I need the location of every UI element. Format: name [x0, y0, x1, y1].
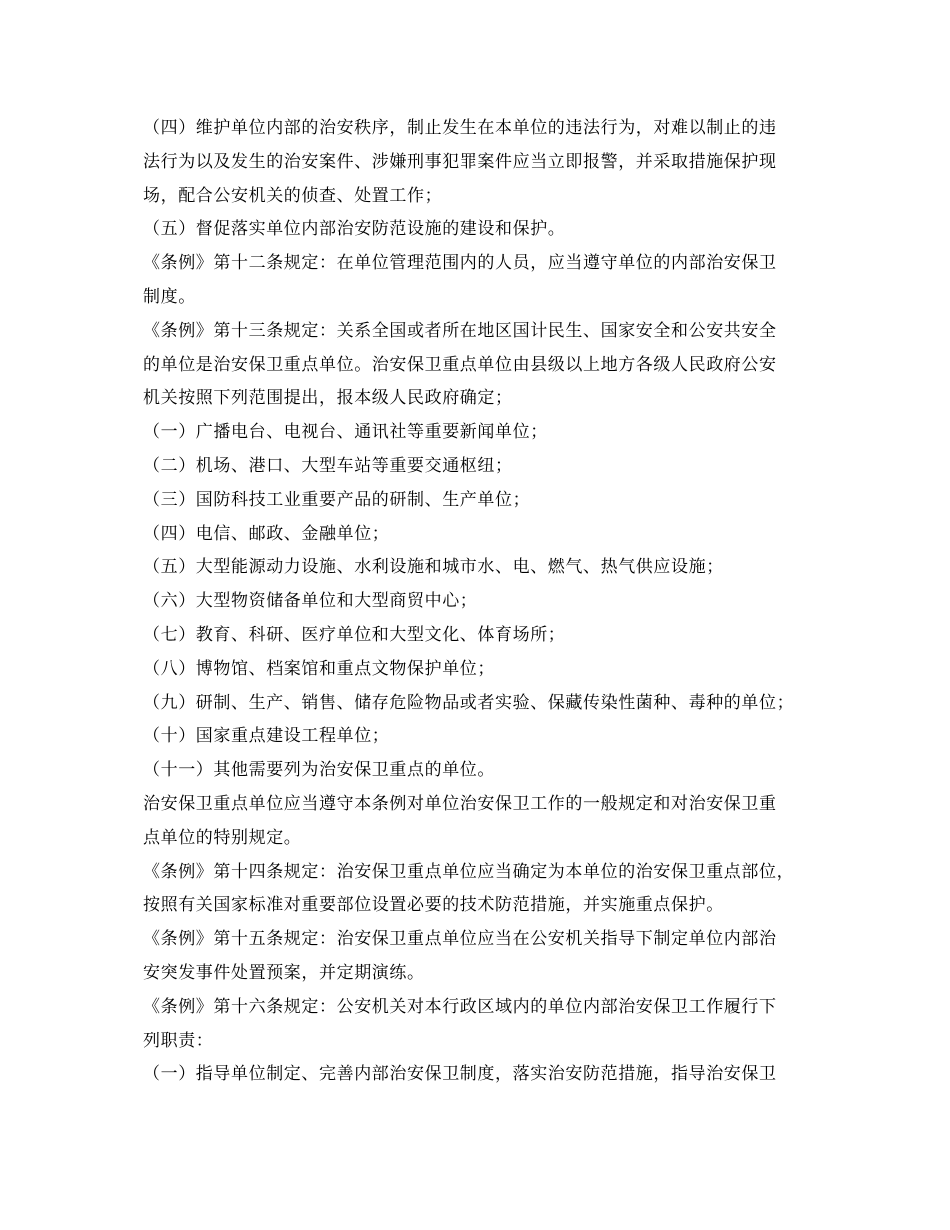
text-line: （一）指导单位制定、完善内部治安保卫制度，落实治安防范措施，指导治安保卫 — [143, 1064, 777, 1085]
text-line: （九）研制、生产、销售、储存危险物品或者实验、保藏传染性菌种、毒种的单位； — [143, 692, 795, 713]
document-body — [143, 112, 823, 1092]
text-line: 场，配合公安机关的侦查、处置工作； — [143, 185, 443, 206]
text-line: 法行为以及发生的治安案件、涉嫌刑事犯罪案件应当立即报警，并采取措施保护现 — [143, 151, 777, 172]
text-line: 制度。 — [143, 286, 196, 307]
text-line: 《条例》第十六条规定：公安机关对本行政区域内的单位内部治安保卫工作履行下 — [143, 996, 777, 1017]
text-line: （三）国防科技工业重要产品的研制、生产单位； — [143, 489, 531, 510]
text-line: （八）博物馆、档案馆和重点文物保护单位； — [143, 658, 495, 679]
text-line: （一）广播电台、电视台、通讯社等重要新闻单位； — [143, 422, 548, 443]
text-line: （七）教育、科研、医疗单位和大型文化、体育场所； — [143, 624, 566, 645]
text-line: 机关按照下列范围提出，报本级人民政府确定； — [143, 388, 513, 409]
text-line: 《条例》第十四条规定：治安保卫重点单位应当确定为本单位的治安保卫重点部位， — [143, 861, 795, 882]
text-line: （二）机场、港口、大型车站等重要交通枢纽； — [143, 455, 513, 476]
text-line: （十一）其他需要列为治安保卫重点的单位。 — [143, 760, 495, 781]
text-line: 《条例》第十三条规定：关系全国或者所在地区国计民生、国家安全和公安共安全 — [143, 320, 777, 341]
text-line: （四）电信、邮政、金融单位； — [143, 523, 390, 544]
text-line: （十）国家重点建设工程单位； — [143, 726, 390, 747]
text-line: 按照有关国家标准对重要部位设置必要的技术防范措施，并实施重点保护。 — [143, 895, 724, 916]
text-line: （五）督促落实单位内部治安防范设施的建设和保护。 — [143, 219, 566, 240]
text-line: 治安保卫重点单位应当遵守本条例对单位治安保卫工作的一般规定和对治安保卫重 — [143, 793, 777, 814]
text-line: 点单位的特别规定。 — [143, 827, 302, 848]
text-line: 《条例》第十二条规定：在单位管理范围内的人员，应当遵守单位的内部治安保卫 — [143, 253, 777, 274]
text-line: 列职责： — [143, 1030, 214, 1051]
text-line: （四）维护单位内部的治安秩序，制止发生在本单位的违法行为，对难以制止的违 — [143, 118, 777, 138]
text-line: 《条例》第十五条规定：治安保卫重点单位应当在公安机关指导下制定单位内部治 — [143, 929, 777, 950]
text-line: 的单位是治安保卫重点单位。治安保卫重点单位由县级以上地方各级人民政府公安 — [143, 354, 777, 375]
text-line: （五）大型能源动力设施、水利设施和城市水、电、燃气、热气供应设施； — [143, 557, 724, 578]
text-line: 安突发事件处置预案，并定期演练。 — [143, 962, 425, 983]
text-line: （六）大型物资储备单位和大型商贸中心； — [143, 591, 478, 612]
